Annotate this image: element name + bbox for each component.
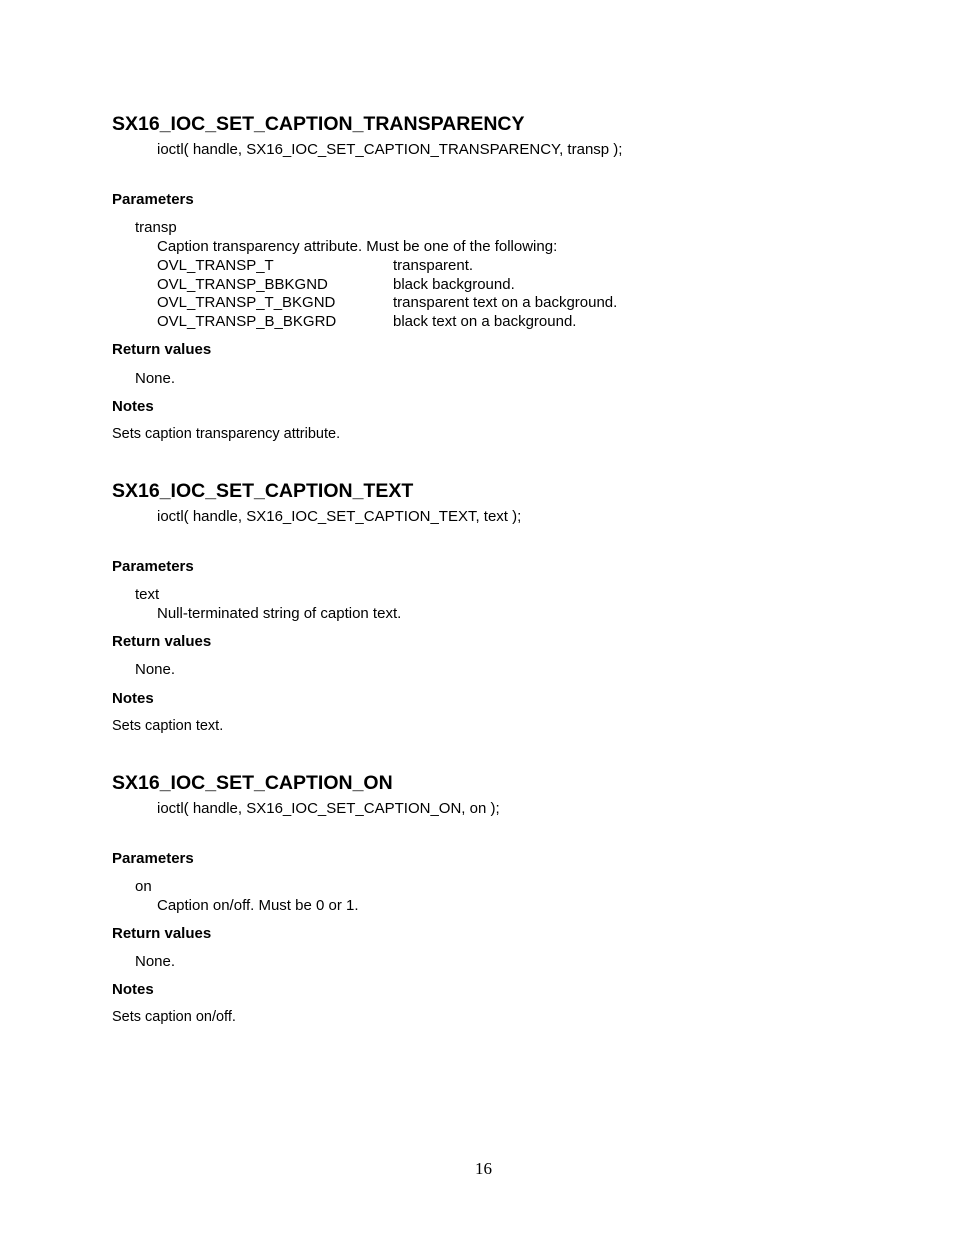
option-name: OVL_TRANSP_T_BKGND — [157, 294, 336, 311]
param-name: on — [135, 878, 152, 895]
param-description: Caption transparency attribute. Must be one of the following: — [157, 238, 558, 255]
return-values-heading: Return values — [112, 341, 212, 358]
option-description: black background. — [393, 276, 515, 293]
notes-heading: Notes — [112, 981, 154, 998]
section-title: SX16_IOC_SET_CAPTION_ON — [112, 772, 393, 794]
notes-heading: Notes — [112, 398, 154, 415]
parameters-heading: Parameters — [112, 558, 194, 575]
option-description: transparent text on a background. — [393, 294, 618, 311]
notes-heading: Notes — [112, 690, 154, 707]
option-description: transparent. — [393, 257, 474, 274]
option-name: OVL_TRANSP_BBKGND — [157, 276, 328, 293]
section-title: SX16_IOC_SET_CAPTION_TEXT — [112, 480, 414, 502]
function-signature: ioctl( handle, SX16_IOC_SET_CAPTION_TRANSPARENCY, transp ); — [157, 141, 623, 158]
return-value: None. — [135, 661, 176, 678]
notes-text: Sets caption text. — [112, 718, 224, 734]
option-description: black text on a background. — [393, 313, 577, 330]
notes-text: Sets caption on/off. — [112, 1009, 236, 1025]
section-title: SX16_IOC_SET_CAPTION_TRANSPARENCY — [112, 113, 525, 135]
return-values-heading: Return values — [112, 633, 212, 650]
parameters-heading: Parameters — [112, 191, 194, 208]
option-name: OVL_TRANSP_B_BKGRD — [157, 313, 337, 330]
param-description: Null-terminated string of caption text. — [157, 605, 402, 622]
return-values-heading: Return values — [112, 925, 212, 942]
option-name: OVL_TRANSP_T — [157, 257, 274, 274]
return-value: None. — [135, 953, 176, 970]
function-signature: ioctl( handle, SX16_IOC_SET_CAPTION_TEXT, text ); — [157, 508, 522, 525]
function-signature: ioctl( handle, SX16_IOC_SET_CAPTION_ON, on ); — [157, 800, 500, 817]
page-number: 16 — [475, 1159, 492, 1178]
param-name: text — [135, 586, 160, 603]
param-name: transp — [135, 219, 177, 236]
parameters-heading: Parameters — [112, 850, 194, 867]
notes-text: Sets caption transparency attribute. — [112, 426, 341, 442]
param-description: Caption on/off. Must be 0 or 1. — [157, 897, 359, 914]
return-value: None. — [135, 370, 176, 387]
